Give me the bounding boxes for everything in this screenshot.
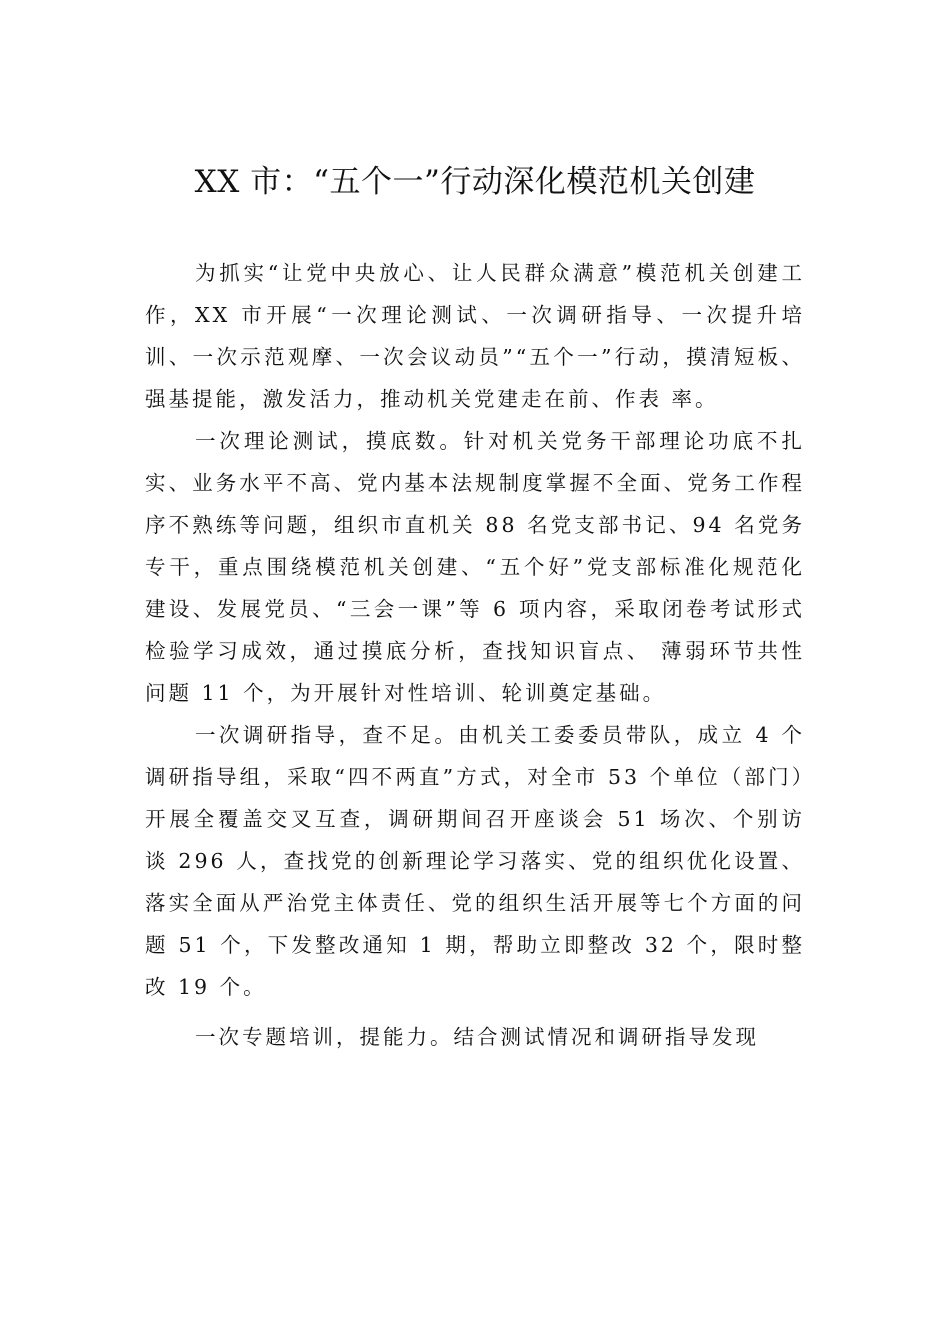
document-body (145, 252, 805, 1058)
paragraph-research-guidance: 一次调研指导，查不足。由机关工委委员带队，成立 4 个调研指导组，采取“四不两直”方式，对全市 53 个单位（部门）开展全覆盖交叉互查，调研期间召开座谈会 51 场次、个别访谈 296 人，查找党的创新理论学习落实、党的组织优化设置、落实全面从严治党主体责任、党的组织生活开展等七个方面的问题 51 个，下发整改通知 1 期，帮助立即整改 32 个，限时整改 19 个。 (145, 723, 805, 999)
paragraph-intro: 为抓实“让党中央放心、让人民群众满意”模范机关创建工作，XX 市开展“一次理论测试、一次调研指导、一次提升培训、一次示范观摩、一次会议动员”“五个一”行动，摸清短板、强基提能，激发活力，推动机关党建走在前、作表 率。 (145, 261, 805, 411)
paragraph-theory-test: 一次理论测试，摸底数。针对机关党务干部理论功底不扎实、业务水平不高、党内基本法规制度掌握不全面、党务工作程序不熟练等问题，组织市直机关 88 名党支部书记、94 名党务专干，重点围绕模范机关创建、“五个好”党支部标准化规范化建设、发展党员、“三会一课”等 6 项内容，采取闭卷考试形式检验学习成效，通过摸底分析，查找知识盲点、 薄弱环节共性问题 11 个，为开展针对性培训、轮训奠定基础。 (145, 429, 805, 705)
document-title: XX 市：“五个一”行动深化模范机关创建 (194, 164, 756, 200)
paragraph-special-training: 一次专题培训，提能力。结合测试情况和调研指导发现 (195, 1025, 759, 1049)
